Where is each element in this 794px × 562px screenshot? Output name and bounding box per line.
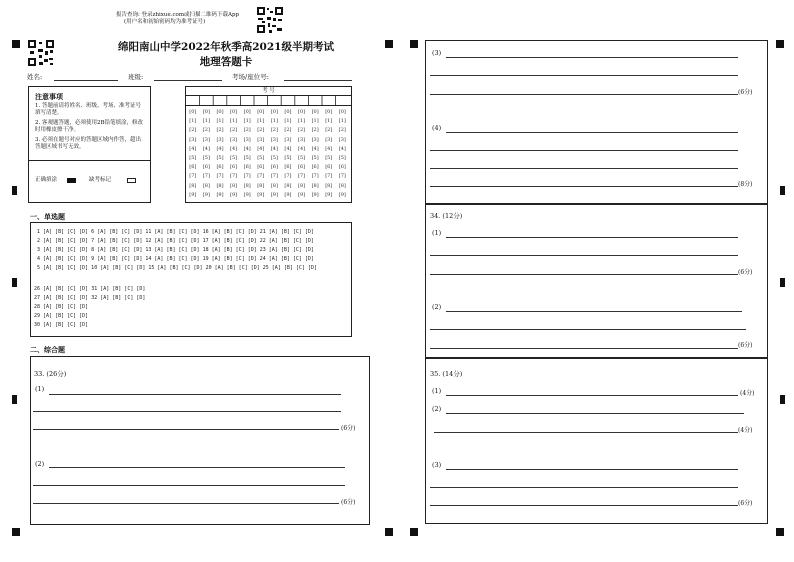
exam-digit-bubble[interactable]: [3] bbox=[243, 136, 251, 143]
corner-mark bbox=[12, 528, 20, 536]
mcq-row[interactable]: 28 [A] [B] [C] [D] bbox=[34, 304, 89, 310]
exam-digit-bubble[interactable]: [9] bbox=[202, 191, 210, 198]
exam-digit-bubble[interactable]: [7] bbox=[311, 173, 319, 180]
exam-digit-bubble[interactable]: [0] bbox=[311, 109, 319, 115]
exam-digit-bubble[interactable]: [4] bbox=[311, 145, 319, 152]
mcq-row[interactable]: 27 [A] [B] [C] [D] 32 [A] [B] [C] [D] bbox=[34, 295, 146, 301]
exam-digit-bubble[interactable]: [7] bbox=[270, 173, 278, 180]
q33-continued-box bbox=[425, 40, 768, 204]
exam-digit-row bbox=[186, 137, 349, 143]
corner-mark bbox=[776, 40, 784, 48]
exam-digit-bubble[interactable]: [2] bbox=[270, 127, 278, 134]
exam-digit-bubble[interactable]: [3] bbox=[230, 136, 238, 143]
exam-digit-bubble[interactable]: [4] bbox=[243, 145, 251, 152]
exam-digit-bubble[interactable]: [6] bbox=[325, 164, 333, 171]
exam-digit-bubble[interactable]: [3] bbox=[270, 136, 278, 143]
q35-part2-points: (4分) bbox=[738, 427, 753, 434]
exam-digit-bubble[interactable]: [4] bbox=[257, 145, 265, 152]
exam-digit-bubble[interactable]: [0] bbox=[216, 109, 224, 115]
exam-seat-field[interactable] bbox=[284, 80, 352, 81]
exam-digit-bubble[interactable]: [3] bbox=[325, 136, 333, 143]
q33-part2-points: (6分) bbox=[341, 499, 356, 506]
exam-digit-bubble[interactable]: [7] bbox=[284, 173, 292, 180]
exam-digit-bubble[interactable]: [4] bbox=[338, 145, 346, 152]
timing-mark bbox=[12, 186, 17, 195]
answer-line[interactable] bbox=[49, 394, 341, 395]
exam-digit-bubble[interactable]: [2] bbox=[257, 127, 265, 134]
exam-digit-bubble[interactable]: [9] bbox=[298, 191, 306, 198]
exam-digit-bubble[interactable]: [0] bbox=[298, 109, 306, 115]
exam-digit-bubble[interactable]: [7] bbox=[243, 173, 251, 180]
exam-digit-bubble[interactable]: [7] bbox=[325, 173, 333, 180]
q35-part1-label: (1) bbox=[432, 387, 442, 395]
notice-item: 3. 必须在题号对应的答题区域内作答，超出答题区域书写无效。 bbox=[35, 137, 141, 150]
exam-digit-bubble[interactable]: [0] bbox=[230, 109, 238, 115]
exam-digit-bubble[interactable]: [3] bbox=[257, 136, 265, 143]
exam-digit-row bbox=[186, 164, 349, 170]
q33-part1-points: (6分) bbox=[341, 425, 356, 432]
corner-mark bbox=[410, 40, 418, 48]
exam-digit-row bbox=[186, 118, 349, 124]
qr-code-icon bbox=[256, 6, 284, 34]
exam-digit-bubble[interactable]: [1] bbox=[284, 118, 292, 125]
page-title: 绵阳南山中学2022年秋季高2021级半期考试 bbox=[118, 41, 334, 53]
exam-digit-bubble[interactable]: [1] bbox=[298, 118, 306, 125]
q35-part3-points: (6分) bbox=[738, 500, 753, 507]
exam-digit-bubble[interactable]: [0] bbox=[243, 109, 251, 115]
single-choice-box bbox=[30, 222, 352, 337]
answer-line[interactable] bbox=[430, 505, 738, 506]
q34-answer-box bbox=[425, 204, 768, 358]
exam-digit-bubble[interactable]: [0] bbox=[189, 109, 197, 115]
exam-digit-bubble[interactable]: [6] bbox=[202, 164, 210, 171]
answer-line[interactable] bbox=[430, 348, 738, 349]
exam-digit-row bbox=[186, 109, 349, 115]
exam-digit-bubble[interactable]: [2] bbox=[284, 127, 292, 134]
timing-mark bbox=[780, 186, 785, 195]
exam-digit-bubble[interactable]: [7] bbox=[202, 173, 210, 180]
fill-missing-label: 缺考标记 bbox=[89, 177, 112, 183]
answer-line[interactable] bbox=[434, 432, 738, 433]
section1-title: 一、单选题 bbox=[30, 212, 65, 221]
exam-digit-bubble[interactable]: [8] bbox=[325, 182, 333, 189]
q35-answer-box bbox=[425, 358, 768, 524]
report-notice-line1: 报告查询: 登录zhixue.com或扫描二维码下载App bbox=[116, 12, 240, 18]
notice-heading: 注意事项 bbox=[35, 92, 63, 101]
exam-number-label: 考 号 bbox=[262, 88, 275, 94]
exam-digit-bubble[interactable]: [4] bbox=[230, 145, 238, 152]
exam-digit-bubble[interactable]: [1] bbox=[257, 118, 265, 125]
notice-box bbox=[28, 86, 151, 203]
answer-line[interactable] bbox=[430, 150, 738, 151]
exam-digit-bubble[interactable]: [9] bbox=[189, 191, 197, 198]
answer-line[interactable] bbox=[446, 413, 744, 414]
exam-digit-bubble[interactable]: [5] bbox=[202, 155, 210, 161]
exam-digit-bubble[interactable]: [1] bbox=[230, 118, 238, 125]
exam-seat-label: 考场/座位号: bbox=[232, 73, 269, 81]
exam-digit-bubble[interactable]: [0] bbox=[270, 109, 278, 115]
exam-digit-bubble[interactable]: [8] bbox=[338, 182, 346, 189]
exam-digit-bubble[interactable]: [3] bbox=[311, 136, 319, 143]
q34-part2-label: (2) bbox=[432, 303, 442, 311]
answer-line[interactable] bbox=[446, 57, 738, 58]
exam-digit-bubble[interactable]: [9] bbox=[311, 191, 319, 198]
answer-line[interactable] bbox=[49, 467, 345, 468]
exam-digit-bubble[interactable]: [2] bbox=[216, 127, 224, 134]
exam-digit-bubble[interactable]: [3] bbox=[338, 136, 346, 143]
exam-digit-bubble[interactable]: [8] bbox=[230, 182, 238, 189]
mcq-row[interactable]: 1 [A] [B] [C] [D] 6 [A] [B] [C] [D] 11 [A] [B] [C] [D] 16 [A] [B] [C] [D] 21 [A] [B] [C] [D] bbox=[37, 229, 314, 235]
q34-title: 34. (12分) bbox=[430, 212, 463, 220]
exam-digit-bubble[interactable]: [6] bbox=[338, 164, 346, 171]
exam-digit-bubble[interactable]: [9] bbox=[338, 191, 346, 198]
answer-line[interactable] bbox=[33, 503, 339, 504]
timing-mark bbox=[780, 395, 785, 404]
exam-digit-bubble[interactable]: [4] bbox=[189, 145, 197, 152]
answer-line[interactable] bbox=[33, 485, 345, 486]
answer-line[interactable] bbox=[430, 329, 746, 330]
exam-digit-bubble[interactable]: [6] bbox=[257, 164, 265, 171]
exam-digit-bubble[interactable]: [0] bbox=[202, 109, 210, 115]
mcq-row[interactable]: 29 [A] [B] [C] [D] bbox=[34, 313, 89, 319]
mcq-row[interactable]: 5 [A] [B] [C] [D] 10 [A] [B] [C] [D] 15 [A] [B] [C] [D] 20 [A] [B] [C] [D] 25 [A] [B] [C] [D] bbox=[37, 265, 317, 271]
exam-digit-bubble[interactable]: [5] bbox=[257, 155, 265, 161]
exam-digit-bubble[interactable]: [1] bbox=[216, 118, 224, 125]
answer-line[interactable] bbox=[430, 168, 738, 169]
exam-digit-row bbox=[186, 183, 349, 189]
exam-digit-bubble[interactable]: [5] bbox=[338, 155, 346, 161]
exam-digit-bubble[interactable]: [8] bbox=[257, 182, 265, 189]
exam-digit-bubble[interactable]: [7] bbox=[257, 173, 265, 180]
answer-line[interactable] bbox=[33, 429, 339, 430]
exam-digit-bubble[interactable]: [5] bbox=[230, 155, 238, 161]
exam-digit-bubble[interactable]: [3] bbox=[202, 136, 210, 143]
exam-digit-bubble[interactable]: [6] bbox=[189, 164, 197, 171]
exam-digit-bubble[interactable]: [8] bbox=[243, 182, 251, 189]
notice-item: 1. 答题前请将姓名、班级、考场、准考证号填写清楚。 bbox=[35, 103, 141, 116]
exam-digit-bubble[interactable]: [2] bbox=[325, 127, 333, 134]
exam-digit-bubble[interactable]: [9] bbox=[243, 191, 251, 198]
answer-line[interactable] bbox=[430, 94, 738, 95]
exam-digit-bubble[interactable]: [0] bbox=[284, 109, 292, 115]
timing-mark bbox=[12, 278, 17, 287]
answer-line[interactable] bbox=[430, 487, 738, 488]
exam-digit-bubble[interactable]: [4] bbox=[325, 145, 333, 152]
answer-line[interactable] bbox=[430, 186, 738, 187]
q35-part3-label: (3) bbox=[432, 461, 442, 469]
answer-line[interactable] bbox=[33, 411, 341, 412]
exam-digit-bubble[interactable]: [1] bbox=[325, 118, 333, 125]
exam-digit-bubble[interactable]: [0] bbox=[338, 109, 346, 115]
answer-line[interactable] bbox=[430, 255, 738, 256]
exam-digit-bubble[interactable]: [5] bbox=[216, 155, 224, 161]
exam-digit-bubble[interactable]: [9] bbox=[325, 191, 333, 198]
exam-digit-bubble[interactable]: [8] bbox=[216, 182, 224, 189]
exam-digit-bubble[interactable]: [9] bbox=[284, 191, 292, 198]
exam-digit-bubble[interactable]: [9] bbox=[230, 191, 238, 198]
q33-part2-label: (2) bbox=[35, 460, 45, 468]
exam-digit-bubble[interactable]: [7] bbox=[338, 173, 346, 180]
answer-line[interactable] bbox=[446, 395, 738, 396]
mcq-row[interactable]: 4 [A] [B] [C] [D] 9 [A] [B] [C] [D] 14 [A] [B] [C] [D] 19 [A] [B] [C] [D] 24 [A] [B] [C] [D] bbox=[37, 256, 314, 262]
exam-digit-bubble[interactable]: [4] bbox=[216, 145, 224, 152]
timing-mark bbox=[12, 395, 17, 404]
exam-digit-bubble[interactable]: [2] bbox=[243, 127, 251, 134]
exam-digit-bubble[interactable]: [6] bbox=[230, 164, 238, 171]
exam-digit-bubble[interactable]: [7] bbox=[298, 173, 306, 180]
exam-digit-bubble[interactable]: [2] bbox=[202, 127, 210, 134]
exam-digit-bubble[interactable]: [7] bbox=[216, 173, 224, 180]
exam-digit-bubble[interactable]: [1] bbox=[189, 118, 197, 125]
mcq-row[interactable]: 30 [A] [B] [C] [D] bbox=[34, 322, 89, 328]
exam-digit-bubble[interactable]: [1] bbox=[338, 118, 346, 125]
exam-digit-bubble[interactable]: [8] bbox=[311, 182, 319, 189]
answer-line[interactable] bbox=[446, 132, 738, 133]
answer-line[interactable] bbox=[430, 75, 738, 76]
q33-part1-label: (1) bbox=[35, 385, 45, 393]
exam-digit-bubble[interactable]: [0] bbox=[325, 109, 333, 115]
mcq-row[interactable]: 2 [A] [B] [C] [D] 7 [A] [B] [C] [D] 12 [A] [B] [C] [D] 17 [A] [B] [C] [D] 22 [A] [B] [C] [D] bbox=[37, 238, 314, 244]
q33-answer-box bbox=[30, 356, 370, 525]
corner-mark bbox=[410, 528, 418, 536]
exam-digit-bubble[interactable]: [4] bbox=[202, 145, 210, 152]
exam-digit-bubble[interactable]: [0] bbox=[257, 109, 265, 115]
exam-digit-bubble[interactable]: [6] bbox=[284, 164, 292, 171]
q33-part4-label: (4) bbox=[432, 124, 442, 132]
section2-title: 二、综合题 bbox=[30, 345, 65, 354]
exam-digit-bubble[interactable]: [7] bbox=[230, 173, 238, 180]
report-notice-line2: (用户名和初始密码均为准考证号) bbox=[124, 19, 206, 25]
answer-line[interactable] bbox=[430, 274, 738, 275]
q35-part2-label: (2) bbox=[432, 405, 442, 413]
exam-digit-bubble[interactable]: [5] bbox=[284, 155, 292, 161]
exam-digit-bubble[interactable]: [3] bbox=[216, 136, 224, 143]
q33-part4-points: (8分) bbox=[738, 181, 753, 188]
exam-digit-bubble[interactable]: [4] bbox=[284, 145, 292, 152]
exam-number-grid bbox=[185, 86, 352, 203]
exam-digit-bubble[interactable]: [9] bbox=[270, 191, 278, 198]
exam-digit-bubble[interactable]: [5] bbox=[270, 155, 278, 161]
q34-part2-points: (6分) bbox=[738, 342, 753, 349]
exam-digit-bubble[interactable]: [3] bbox=[189, 136, 197, 143]
exam-digit-bubbles[interactable] bbox=[186, 109, 351, 201]
exam-digit-bubble[interactable]: [2] bbox=[298, 127, 306, 134]
q35-title: 35. (14分) bbox=[430, 370, 463, 378]
exam-digit-bubble[interactable]: [5] bbox=[243, 155, 251, 161]
exam-digit-bubble[interactable]: [8] bbox=[202, 182, 210, 189]
name-label: 姓名: bbox=[27, 73, 43, 81]
exam-digit-bubble[interactable]: [2] bbox=[189, 127, 197, 134]
q35-part1-points: (4分) bbox=[740, 390, 755, 397]
fill-correct-sample bbox=[67, 178, 76, 183]
exam-digit-bubble[interactable]: [1] bbox=[243, 118, 251, 125]
q33-part3-points: (6分) bbox=[738, 89, 753, 96]
exam-digit-bubble[interactable]: [5] bbox=[311, 155, 319, 161]
exam-digit-row bbox=[186, 173, 349, 179]
exam-digit-bubble[interactable]: [1] bbox=[202, 118, 210, 125]
exam-digit-row bbox=[186, 127, 349, 133]
answer-line[interactable] bbox=[446, 469, 738, 470]
fill-correct-label: 正确填涂 bbox=[35, 177, 58, 183]
exam-digit-bubble[interactable]: [1] bbox=[311, 118, 319, 125]
exam-digit-bubble[interactable]: [5] bbox=[189, 155, 197, 161]
qr-code-icon bbox=[27, 39, 55, 67]
timing-mark bbox=[780, 278, 785, 287]
exam-digit-row bbox=[186, 192, 349, 198]
exam-digit-bubble[interactable]: [5] bbox=[298, 155, 306, 161]
exam-digit-bubble[interactable]: [4] bbox=[270, 145, 278, 152]
q33-part3-label: (3) bbox=[432, 49, 442, 57]
exam-digit-row bbox=[186, 146, 349, 152]
exam-digit-bubble[interactable]: [6] bbox=[270, 164, 278, 171]
exam-digit-bubble[interactable]: [9] bbox=[257, 191, 265, 198]
exam-digit-bubble[interactable]: [6] bbox=[216, 164, 224, 171]
exam-digit-bubble[interactable]: [2] bbox=[230, 127, 238, 134]
exam-digit-bubble[interactable]: [2] bbox=[338, 127, 346, 134]
exam-digit-bubble[interactable]: [1] bbox=[270, 118, 278, 125]
exam-digit-bubble[interactable]: [8] bbox=[298, 182, 306, 189]
exam-digit-bubble[interactable]: [2] bbox=[311, 127, 319, 134]
exam-digit-bubble[interactable]: [3] bbox=[298, 136, 306, 143]
answer-line[interactable] bbox=[446, 311, 742, 312]
exam-digit-bubble[interactable]: [9] bbox=[216, 191, 224, 198]
corner-mark bbox=[12, 40, 20, 48]
name-field[interactable] bbox=[54, 80, 118, 81]
mcq-row[interactable]: 26 [A] [B] [C] [D] 31 [A] [B] [C] [D] bbox=[34, 286, 146, 292]
exam-digit-row bbox=[186, 155, 349, 161]
q33-title: 33. (26分) bbox=[34, 370, 67, 378]
exam-digit-bubble[interactable]: [6] bbox=[243, 164, 251, 171]
exam-digit-bubble[interactable]: [3] bbox=[284, 136, 292, 143]
exam-digit-bubble[interactable]: [4] bbox=[298, 145, 306, 152]
exam-digit-bubble[interactable]: [6] bbox=[298, 164, 306, 171]
page-subtitle: 地理答题卡 bbox=[199, 56, 253, 68]
exam-digit-bubble[interactable]: [6] bbox=[311, 164, 319, 171]
exam-digit-bubble[interactable]: [8] bbox=[284, 182, 292, 189]
exam-digit-bubble[interactable]: [7] bbox=[189, 173, 197, 180]
corner-mark bbox=[385, 40, 393, 48]
q34-part1-points: (6分) bbox=[738, 269, 753, 276]
corner-mark bbox=[776, 528, 784, 536]
notice-item: 2. 客观题答题，必须使用2B铅笔填涂，修改时用橡皮擦干净。 bbox=[35, 120, 144, 133]
mcq-row[interactable]: 3 [A] [B] [C] [D] 8 [A] [B] [C] [D] 13 [A] [B] [C] [D] 18 [A] [B] [C] [D] 23 [A] [B] [C] [D] bbox=[37, 247, 314, 253]
missing-exam-checkbox[interactable] bbox=[127, 178, 136, 183]
class-field[interactable] bbox=[154, 80, 222, 81]
exam-digit-bubble[interactable]: [8] bbox=[270, 182, 278, 189]
corner-mark bbox=[385, 528, 393, 536]
exam-digit-bubble[interactable]: [8] bbox=[189, 182, 197, 189]
exam-digit-bubble[interactable]: [5] bbox=[325, 155, 333, 161]
answer-line[interactable] bbox=[446, 237, 738, 238]
class-label: 班级: bbox=[128, 73, 144, 81]
q34-part1-label: (1) bbox=[432, 229, 442, 237]
